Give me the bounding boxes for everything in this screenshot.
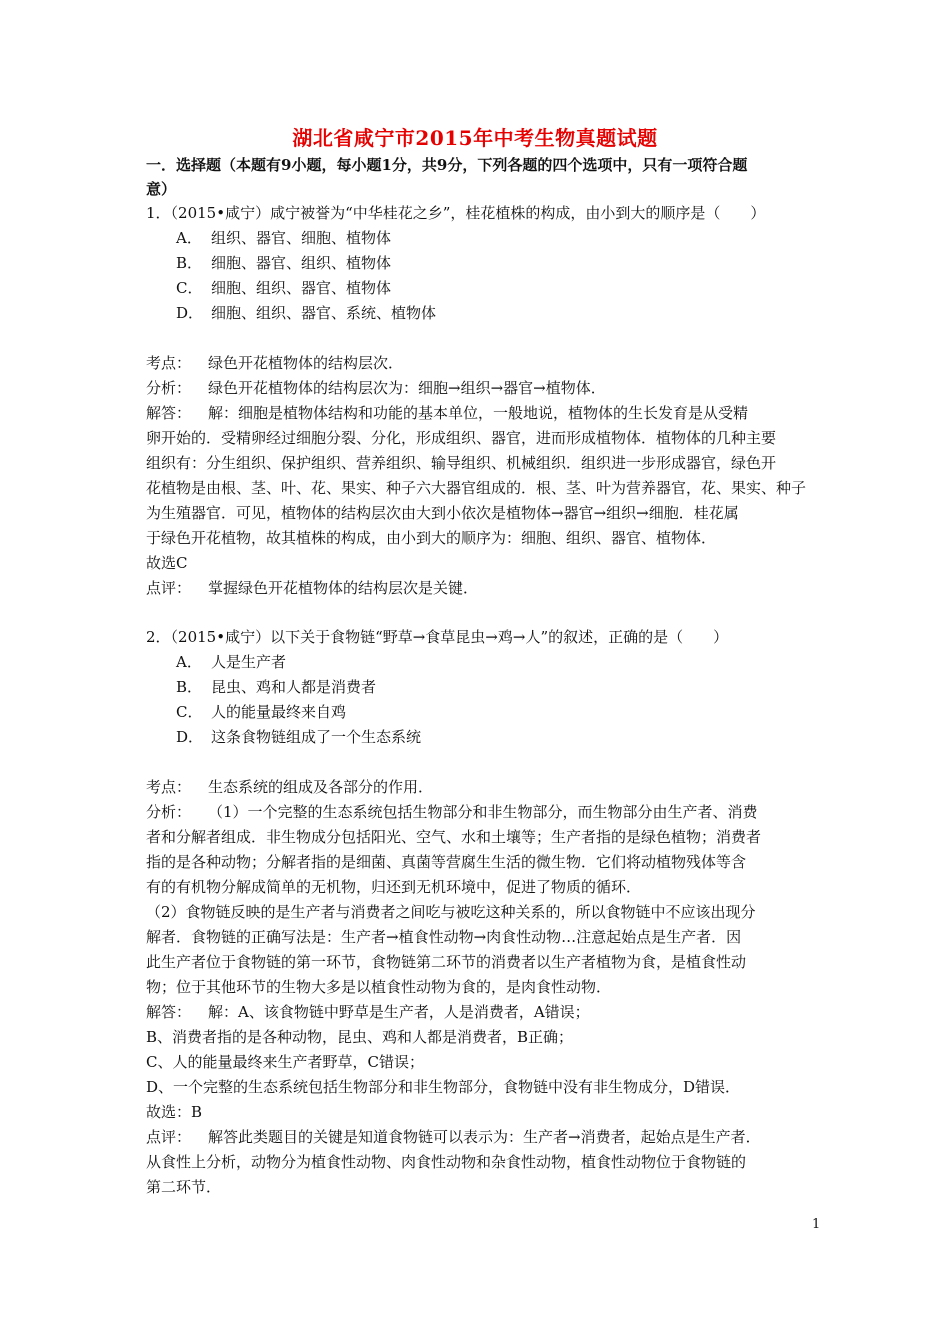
option-letter: A． — [176, 229, 202, 247]
question-1-kaodian — [146, 353, 403, 373]
jieda-text: 解：A、该食物链中野草是生产者，人是消费者，A错误； — [208, 1003, 590, 1021]
question-2-dianping-line: 第二环节． — [146, 1178, 222, 1196]
option-text: 细胞、组织、器官、系统、植物体 — [211, 304, 437, 322]
question-1-jieda-line: 于绿色开花植物，故其植株的构成，由小到大的顺序为：细胞、组织、器官、植物体． — [146, 529, 717, 547]
section-heading-line-2: 意） — [146, 180, 177, 198]
question-1-option-d — [176, 303, 436, 323]
question-2-fenxi-line: 解者．食物链的正确写法是：生产者→植食性动物→肉食性动物…注意起始点是生产者．因 — [146, 928, 742, 946]
option-text: 细胞、器官、组织、植物体 — [211, 254, 392, 272]
dianping-label: 点评： — [146, 1128, 192, 1146]
question-2-fenxi-line: 此生产者位于食物链的第一环节，食物链第二环节的消费者以生产者植物为食，是植食性动 — [146, 953, 747, 971]
question-1-jieda-line: 花植物是由根、茎、叶、花、果实、种子六大器官组成的．根、茎、叶为营养器官，花、果实、种子 — [146, 479, 807, 497]
option-text: 这条食物链组成了一个生态系统 — [211, 728, 422, 746]
option-text: 人的能量最终来自鸡 — [211, 703, 347, 721]
option-letter: D． — [176, 304, 204, 322]
question-2-jieda-line: D、一个完整的生态系统包括生物部分和非生物部分，食物链中没有非生物成分，D错误． — [146, 1078, 741, 1096]
dianping-label: 点评： — [146, 579, 192, 597]
question-1-stem: 1．（2015•咸宁）咸宁被誉为“中华桂花之乡”，桂花植株的构成，由小到大的顺序是（ ） — [146, 204, 766, 222]
kaodian-label: 考点： — [146, 778, 192, 796]
question-2-jieda-line: B、消费者指的是各种动物，昆虫、鸡和人都是消费者，B正确； — [146, 1028, 574, 1046]
question-2-option-b — [176, 677, 376, 697]
option-text: 细胞、组织、器官、植物体 — [211, 279, 392, 297]
question-1-option-b — [176, 253, 391, 273]
jieda-label: 解答： — [146, 1003, 192, 1021]
dianping-text: 解答此类题目的关键是知道食物链可以表示为：生产者→消费者，起始点是生产者． — [208, 1128, 761, 1146]
fenxi-text: （1）一个完整的生态系统包括生物部分和非生物部分，而生物部分由生产者、消费 — [208, 803, 758, 821]
option-letter: B． — [176, 678, 203, 696]
page-number: 1 — [812, 1217, 821, 1232]
jieda-label: 解答： — [146, 404, 192, 422]
kaodian-text: 绿色开花植物体的结构层次． — [208, 354, 404, 372]
fenxi-text: 绿色开花植物体的结构层次为：细胞→组织→器官→植物体． — [208, 379, 606, 397]
question-2-dianping — [146, 1127, 761, 1147]
question-2-option-c — [176, 702, 346, 722]
fenxi-label: 分析： — [146, 803, 192, 821]
question-1-dianping — [146, 578, 478, 598]
question-1-option-a — [176, 228, 391, 248]
document-title: 湖北省咸宁市2015年中考生物真题试题 — [292, 126, 658, 150]
question-1-jieda-line: 为生殖器官．可见，植物体的结构层次由大到小依次是植物体→器官→组织→细胞．桂花属 — [146, 504, 739, 522]
question-2-fenxi — [146, 802, 758, 822]
option-text: 组织、器官、细胞、植物体 — [211, 229, 392, 247]
kaodian-label: 考点： — [146, 354, 192, 372]
kaodian-text: 生态系统的组成及各部分的作用． — [208, 778, 434, 796]
question-2-dianping-line: 从食性上分析，动物分为植食性动物、肉食性动物和杂食性动物，植食性动物位于食物链的 — [146, 1153, 747, 1171]
fenxi-label: 分析： — [146, 379, 192, 397]
dianping-text: 掌握绿色开花植物体的结构层次是关键． — [208, 579, 479, 597]
option-letter: A． — [176, 653, 202, 671]
option-text: 昆虫、鸡和人都是消费者 — [211, 678, 377, 696]
question-1-fenxi — [146, 378, 606, 398]
option-letter: C． — [176, 703, 203, 721]
question-2-jieda-line: C、人的能量最终来生产者野草，C错误； — [146, 1053, 424, 1071]
option-text: 人是生产者 — [211, 653, 287, 671]
jieda-text: 解：细胞是植物体结构和功能的基本单位，一般地说，植物体的生长发育是从受精 — [208, 404, 749, 422]
question-2-jieda — [146, 1002, 590, 1022]
question-1-jieda — [146, 403, 748, 423]
option-letter: C． — [176, 279, 203, 297]
question-2-fenxi-line: （2）食物链反映的是生产者与消费者之间吃与被吃这种关系的，所以食物链中不应该出现分 — [146, 903, 756, 921]
question-1-answer: 故选C — [146, 554, 188, 572]
option-letter: B． — [176, 254, 203, 272]
section-heading-line-1: 一．选择题（本题有9小题，每小题1分，共9分，下列各题的四个选项中，只有一项符合题 — [146, 156, 748, 174]
question-2-stem: 2．（2015•咸宁）以下关于食物链“野草→食草昆虫→鸡→人”的叙述，正确的是（ ） — [146, 628, 729, 646]
question-1-jieda-line: 卵开始的．受精卵经过细胞分裂、分化，形成组织、器官，进而形成植物体．植物体的几种主要 — [146, 429, 777, 447]
question-2-fenxi-line: 指的是各种动物；分解者指的是细菌、真菌等营腐生生活的微生物．它们将动植物残体等含 — [146, 853, 747, 871]
question-2-option-a — [176, 652, 286, 672]
question-2-option-d — [176, 727, 421, 747]
question-2-fenxi-line: 者和分解者组成．非生物成分包括阳光、空气、水和土壤等；生产者指的是绿色植物；消费者 — [146, 828, 762, 846]
question-2-answer: 故选：B — [146, 1103, 203, 1121]
question-2-fenxi-line: 物；位于其他环节的生物大多是以植食性动物为食的，是肉食性动物． — [146, 978, 612, 996]
question-2-fenxi-line: 有的有机物分解成简单的无机物，归还到无机环境中，促进了物质的循环． — [146, 878, 642, 896]
option-letter: D． — [176, 728, 204, 746]
question-1-option-c — [176, 278, 391, 298]
question-1-jieda-line: 组织有：分生组织、保护组织、营养组织、输导组织、机械组织．组织进一步形成器官，绿色开 — [146, 454, 777, 472]
question-2-kaodian — [146, 777, 433, 797]
